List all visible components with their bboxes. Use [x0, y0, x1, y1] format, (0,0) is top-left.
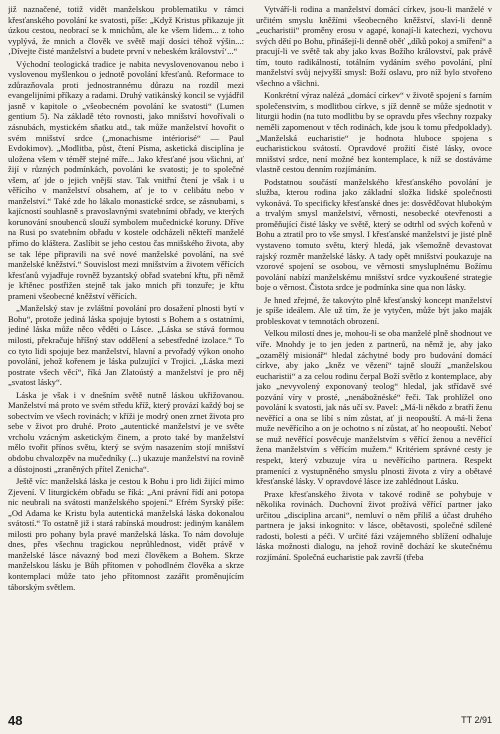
paragraph: Je hned zřejmé, že takovýto plně křesťanský koncept manželství je spíše ideálem. Ale už tím, že je vytyčen, může být jako maják probleskovat v temnotách obrození.: [256, 294, 492, 326]
paragraph: „Manželský stav je zvláštní povolání pro dosažení plnosti bytí v Bohu“, protože jediná láska spojuje bytosti s Bohem a s ostatními, jediné láska může něco věděti o Lásce. „Láska se stává formou milosti, překračuje hříšný stav oddělení a sebestředné izolace.“ To co tyto lidi spojuje bez manželství, hlavní a prvořadý výkon onoho povolání, jehož kořenem je láska pulzující v Trojici. „Láska mezi postrate všech věcí“, říká Jan Zlatoústý a manželství je pro něj „svatost lásky“.: [8, 303, 244, 388]
paragraph: již naznačené, totiž vidět manželskou problematiku v rámci křesťanského povolání ke svatosti, píše: „Když Kristus přikazuje jít úzkou cestou, neobrací se k mnichům, ale ke všem lidem... z toho vyplývá, že mnich a člověk ve světě mají dosíci téhož výšin...: ‚Dívejte čisté manželství a budete první v nebeském království‘...“: [8, 4, 244, 57]
paragraph: Vytváří-li rodina a manželství domácí církev, jsou-li manželé v určitém smyslu kněžími všeobecného kněžství, slaví-li denně „eucharistii“ proměny erosu v agapé, konají-li katechezi, vychovu svých dětí po Bohu, přinášejí-li denně oběť „díků pokoj a smíření“ a pracují-li ve světě tak aby jako kvas Božího království, pak právě tím, touto radikálností, totálním vydáním svého povolání, plní manželství svůj nejvyšší smysl: Boží oslavu, pro níž bylo stvořeno všechno a všichni.: [256, 4, 492, 88]
page-number: 48: [8, 712, 23, 728]
paragraph: Podstatnou součástí manželského křesťanského povolání je služba, kterou rodina jako základní složka lidské společnosti vykonává. To specificky křesťanské dnes je: dosvědčovat hlubokým a trvalým smysl manželství, věrnosti, nesobecké otevřenosti a proměňující čisté lásky ve světě, který se odtrhl od svých kořenů v Bohu a ztratil pro to vše smysl. I křesťanské manželství je jisté plně vystaveno tomuto světu, který hledá, jak všemožně devastovat rajský rozměr manželské lásky. A tady opět mnišství poukazuje na vzorové spojení se osobou, ve věrnosti smysluplnému Božímu povolání nabízí manželskému mnišství srdce vyzkoušené strategie boje o věrnost. Čistota srdce je podmínka sine qua non lásky.: [256, 176, 492, 293]
page-footer: [8, 712, 492, 728]
paragraph: Praxe křesťanského života v takové rodině se pohybuje v několika rovinách. Duchovní život prožívá věřící partner jako určitou „disciplina arcani“, nemluví o něm příliš a účast druhého partnera je jaksi inkognito: v lásce, obětavosti, společné sdílené radosti, bolesti a péči. V určité fázi vzájemného sblížení odhaluje láska možnosti dialogu, na jehož rovině dochází ke skutečnému rozjímání. Společná eucharistie pak završí (třeba: [256, 488, 492, 562]
text-columns: [8, 4, 492, 704]
paragraph: Konkrétní výraz nalézá „domácí církev“ v životě spojení s farním společenstvím, s modlitbou církve, s jíž denně se může sjednotit v liturgii hodin (na tuto modlitbu by se opravdu přes všechny rozpaky neměli zapomenout v těch rodinách, kde jsou k tomu předpoklady). „Manželská eucharistie“ je hodnota hluboce spojena s eucharistickou svátostí. Opravdové prožití čisté lásky, ovoce mnišství srdce, není možné bez kontemplace, k níž se dostáváme vlastně cestou denním rozjímáním.: [256, 90, 492, 175]
paragraph: Láska je však i v dnešním světě nutně láskou ukřižovanou. Manželství má proto ve svém středu kříž, který provází každý boj se sobectvím ve všech rovinách; v kříži je modrý onen zrnet života pro sebe v život pro druhé. Proto „autentické manželství je ve světe vrcholu vzácným asketickým činem, a proto také by manželství mělo tvořit přínos světu, který se svým nasazením stojí mnišství obdobu chvalozpěv na mučedníky (...) ukazuje manželství na rovině a důstojnosti „zraněných přítel Zenicha“.: [8, 389, 244, 474]
paragraph: Východní teologická tradice je nabita nevyslovenovanou nebo i vyslovenou myšlenkou o jednotě povolání křesťanů. Reformace to zdůrazňovala proti jednostrannému důrazu na rozdíl mezi evangelijními příkazy a radami. Druhý vatikánský koncil se vyjádřil jasně v kapitole o „všeobecném povolání ke svatosti“ (Lumen gentium 5). Na základě této rovnosti, jako mnišství hovořívali o zásnubách, mystickém sňatku atd., tak může manželství hovořit o svém mnišství srdce („monachisme intériorisé“ — Paul Evdokimov). „Modlitba, půst, čtení Písma, asketická disciplína je uložena všem v téměř stejné míře... Jako křesťané jsou všichni, ať žijí v různých podmínkách, povoláni ke svatosti; je to společné všem, ať jde o jejich vnější stav. Tak vnitřní čtení je však i u věřícího v manželství obsahem, ať je to v celibátu nebo v manželství.“ Také zde ho lákalo monastické srdce, se zásnubami, s kajícností souhlasně s pravoslavnými svatebními obřady, ve kterých korunování snoubenců slouží symbolem mučednické koruny. Dříve na Rusi po svatebním obřadu v kostele odcházeli někteří manželé přímo do kláštera. Zaslíbit se jeho cestou čas mnišského života, aby se tak lépe připravili na své nové manželské povolání, na své manželské kněžství.“ Souvislost mezi mnišstvím a životem věřících křesťanů vyjadřuje rovněž byzantský obřad svatební křtu, při němž je křtěnec postřižen stejně tak jako mnich při tonzuře; je křtu prameni všeobecné kněžství věřících.: [8, 58, 244, 301]
paragraph: Ještě víc: manželská láska je cestou k Bohu i pro lidi žijící mimo Zjevení. V liturgickém obřadu se říká: „Ani právní řídí ani potopa nic neubrali na svátosti manželského spojení.“ Efrém Syrský píše: „Od Adama ke Kristu byla autentická manželská láska dokonalou svátostí.“ To ostatně již i stará rabínská moudrost: jediným kanálem milosti pro pohany byla pravé manželská láska. To nám dovoluje dnes, přes všechnu tragickou neprůhlednost, vidět právě v manželské lásce návazný bod mezi člověkem a Bohem. Skrze manželskou lásku je Bůh přítomen v pohodlném člověka a skrze kontemplaci může tato jeho přítomnost zazářit proměnujícím táborským světlem.: [8, 476, 244, 592]
issue-label: TT 2/91: [461, 715, 492, 725]
left-column: [8, 4, 244, 704]
right-column: [256, 4, 492, 704]
paragraph: Velkou milostí dnes je, mohou-li se oba manželé plně shodnout ve víře. Mnohdy je to jen jeden z partnerů, na němž je, aby jako „ozamělý misionář“ hledal záchytné body pro budování domácí církve, aby jako „kněz ve vězení“ tajně slouží „manželskou eucharistii“ a za celou rodinu čerpal Boží světlo z kontemplace, aby jako „nevyvolený exponovaný teolog“ hledal, jak střídavě své pozvání víry v prosté, „nenábožnéské“ řeči. Tak prohlížel ono povolání k svatosti, jak nás učí sv. Pavel: „Má-li někdo z bratří ženu nevěřící a ona se líbí s ním zůstat, ať ji neopouští. A má-li žena muže nevěřícího a on je ochotno s ní zůstat, ať ho neopouští. Neboť se muž nevěřící posvěcuje manželstvím s věřící ženou a nevěřící žena manželstvím s věřícím mužem.“ Kritériem správné cesty je respekt, který vzbuzuje víra u nevěřícího partnera. Respekt pramenící z vystupněného smyslu plnosti života z víry a obětavé křesťanské lásky. V opravdové lásce ize zahlédnout Lásku.: [256, 328, 492, 487]
